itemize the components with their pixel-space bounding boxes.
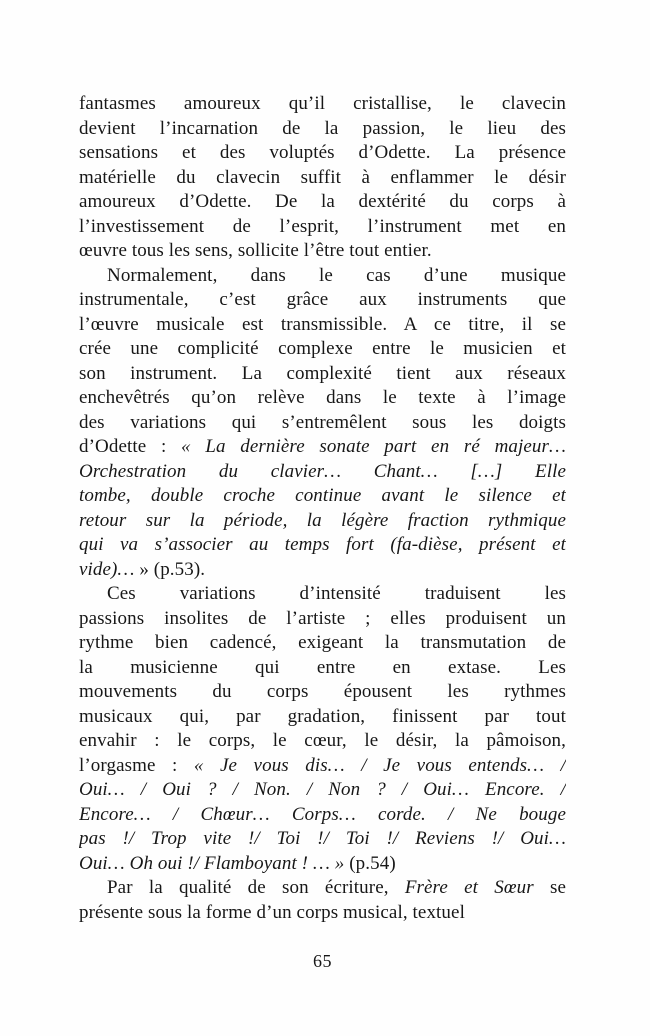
text-line bbox=[79, 411, 566, 436]
text-segment: Par la qualité de son écriture, bbox=[107, 877, 405, 898]
text-line bbox=[79, 901, 566, 926]
text-segment: œuvre tous les sens, sollicite l’être tout entier. bbox=[79, 240, 432, 261]
text-line bbox=[79, 876, 566, 901]
text-line bbox=[79, 215, 566, 240]
text-segment: rythme bien cadencé, exigeant la transmutation de bbox=[79, 632, 566, 653]
text-line bbox=[79, 705, 566, 730]
text-segment: la musicienne qui entre en extase. Les bbox=[79, 656, 566, 678]
text-line bbox=[79, 239, 566, 264]
text-segment: des variations qui s’entremêlent sous les doigts bbox=[79, 411, 566, 433]
text-line bbox=[79, 362, 566, 387]
italic-text-segment: retour sur la période, la légère fraction rythmique bbox=[79, 509, 566, 531]
text-line bbox=[79, 582, 566, 607]
text-segment: l’orgasme : bbox=[79, 754, 194, 776]
text-segment: enchevêtrés qu’on relève dans le texte à l’image bbox=[79, 387, 566, 408]
paragraph bbox=[79, 876, 566, 925]
text-segment: présente sous la forme d’un corps musical, textuel bbox=[79, 901, 465, 923]
text-segment: mouvements du corps épousent les rythmes bbox=[79, 681, 566, 702]
text-segment: instrumentale, c’est grâce aux instruments que bbox=[79, 289, 566, 310]
text-segment: matérielle du clavecin suffit à enflammer le désir bbox=[79, 166, 566, 188]
text-line bbox=[79, 117, 566, 142]
italic-text-segment: vide)… bbox=[79, 558, 140, 580]
text-line bbox=[79, 435, 566, 460]
text-segment: amoureux d’Odette. De la dextérité du corps à bbox=[79, 191, 566, 212]
text-segment: son instrument. La complexité tient aux réseaux bbox=[79, 362, 566, 384]
italic-text-segment: Oui… / Oui ? / Non. / Non ? / Oui… Encore. / bbox=[79, 779, 566, 800]
text-line bbox=[79, 92, 566, 117]
text-line bbox=[79, 558, 566, 583]
text-segment: Ces variations d’intensité traduisent les bbox=[107, 583, 566, 604]
italic-text-segment: qui va s’associer au temps fort (fa-dièse, présent et bbox=[79, 534, 566, 555]
text-line bbox=[79, 509, 566, 534]
text-line bbox=[79, 803, 566, 828]
text-segment: musicaux qui, par gradation, finissent par tout bbox=[79, 705, 566, 727]
text-segment: crée une complicité complexe entre le musicien et bbox=[79, 338, 566, 359]
text-line bbox=[79, 166, 566, 191]
italic-text-segment: Oui… Oh oui !/ Flamboyant ! … » bbox=[79, 852, 350, 874]
italic-text-segment: pas !/ Trop vite !/ Toi !/ Toi !/ Reviens !/ Oui… bbox=[79, 828, 566, 849]
italic-text-segment: « La dernière sonate part en ré majeur… bbox=[181, 436, 566, 457]
text-line bbox=[79, 264, 566, 289]
text-line bbox=[79, 337, 566, 362]
text-segment: (p.54) bbox=[349, 852, 396, 874]
text-segment: l’investissement de l’esprit, l’instrument met en bbox=[79, 215, 566, 237]
text-line bbox=[79, 656, 566, 681]
text-block bbox=[79, 92, 566, 925]
italic-text-segment: tombe, double croche continue avant le silence et bbox=[79, 485, 566, 506]
page-number: 65 bbox=[313, 951, 332, 971]
text-line bbox=[79, 288, 566, 313]
italic-text-segment: Encore… / Chœur… Corps… corde. / Ne bouge bbox=[79, 803, 566, 825]
text-line bbox=[79, 680, 566, 705]
text-line bbox=[79, 386, 566, 411]
text-line bbox=[79, 460, 566, 485]
text-segment: passions insolites de l’artiste ; elles produisent un bbox=[79, 607, 566, 629]
text-line bbox=[79, 852, 566, 877]
paragraph bbox=[79, 264, 566, 583]
text-line bbox=[79, 190, 566, 215]
text-segment: se bbox=[533, 877, 566, 898]
italic-text-segment: Orchestration du clavier… Chant… […] Elle bbox=[79, 460, 566, 482]
italic-text-segment: « Je vous dis… / Je vous entends… / bbox=[193, 754, 566, 776]
text-segment: l’œuvre musicale est transmissible. A ce titre, il se bbox=[79, 313, 566, 335]
text-line bbox=[79, 484, 566, 509]
text-line bbox=[79, 313, 566, 338]
text-segment: envahir : le corps, le cœur, le désir, la pâmoison, bbox=[79, 730, 566, 751]
text-segment: fantasmes amoureux qu’il cristallise, le clavecin bbox=[79, 93, 566, 114]
text-line bbox=[79, 778, 566, 803]
text-segment: Normalement, dans le cas d’une musique bbox=[107, 264, 566, 286]
text-line bbox=[79, 607, 566, 632]
text-line bbox=[79, 827, 566, 852]
italic-text-segment: Frère et Sœur bbox=[404, 877, 534, 898]
text-line bbox=[79, 141, 566, 166]
text-line bbox=[79, 729, 566, 754]
paragraph bbox=[79, 582, 566, 876]
text-line bbox=[79, 533, 566, 558]
text-segment: d’Odette : bbox=[79, 436, 182, 457]
paragraph bbox=[79, 92, 566, 264]
text-segment: sensations et des voluptés d’Odette. La présence bbox=[79, 142, 566, 163]
text-segment: » (p.53). bbox=[139, 558, 206, 580]
text-line bbox=[79, 754, 566, 779]
text-segment: devient l’incarnation de la passion, le lieu des bbox=[79, 117, 566, 139]
text-line bbox=[79, 631, 566, 656]
